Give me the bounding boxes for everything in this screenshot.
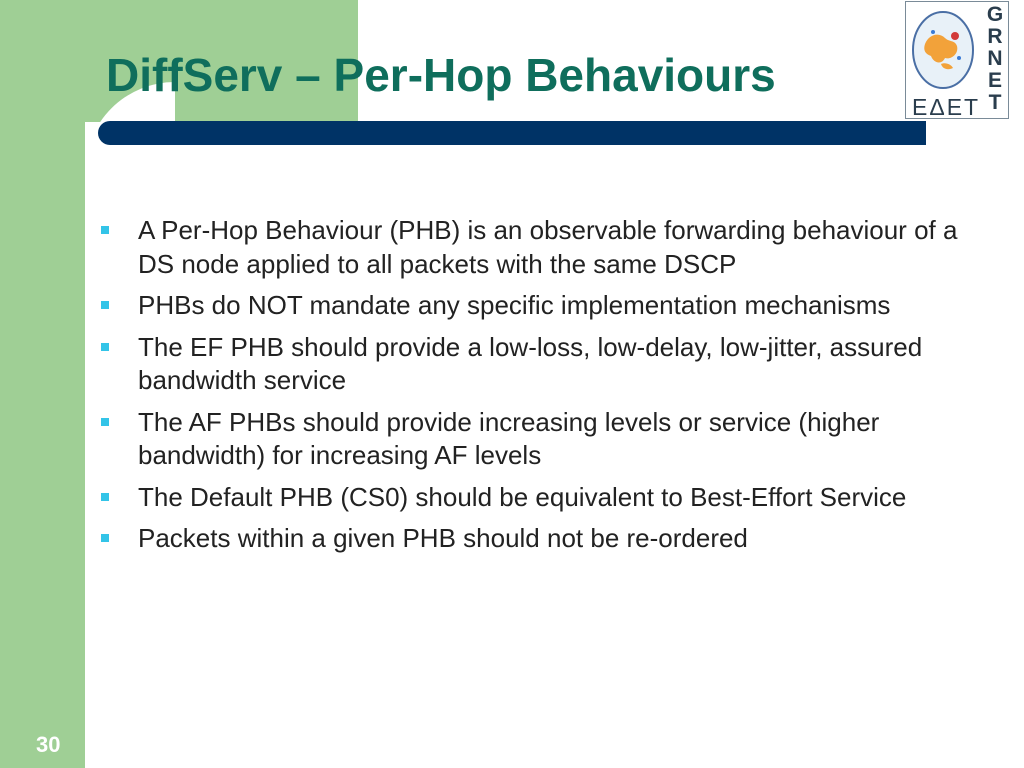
bullet-list xyxy=(100,214,1000,564)
logo-letter: E xyxy=(987,69,1002,92)
bullet-marker-icon xyxy=(101,418,109,426)
bullet-item xyxy=(100,481,1000,515)
slide-title: DiffServ – Per-Hop Behaviours xyxy=(106,49,776,101)
bullet-text: A Per-Hop Behaviour (PHB) is an observable forwarding behaviour of a DS node applied to all packets with the same DSCP xyxy=(138,215,958,279)
left-accent-bar xyxy=(0,0,85,768)
bullet-text: The EF PHB should provide a low-loss, low-delay, low-jitter, assured bandwidth service xyxy=(138,331,923,395)
bullet-item xyxy=(100,289,1000,323)
grnet-logo xyxy=(905,1,1009,119)
bullet-item xyxy=(100,522,1000,556)
logo-greek-text: ΕΔΕΤ xyxy=(912,94,981,120)
bullet-marker-icon xyxy=(101,534,109,542)
logo-letter: T xyxy=(988,91,1002,114)
title-underline-bar xyxy=(98,121,926,145)
grnet-vertical-letters xyxy=(982,4,1008,114)
bullet-text: PHBs do NOT mandate any specific implementation mechanisms xyxy=(138,290,891,320)
bullet-marker-icon xyxy=(101,343,109,351)
bullet-text: The AF PHBs should provide increasing levels or service (higher bandwidth) for increasing AF levels xyxy=(138,406,880,470)
bullet-item xyxy=(100,406,1000,473)
bullet-marker-icon xyxy=(101,301,109,309)
logo-letter: N xyxy=(987,47,1003,70)
page-number: 30 xyxy=(36,732,61,757)
logo-letter: G xyxy=(986,3,1004,26)
grnet-emblem-icon xyxy=(911,10,975,90)
logo-letter: R xyxy=(987,25,1003,48)
bullet-text: The Default PHB (CS0) should be equivalent to Best-Effort Service xyxy=(138,481,907,512)
bullet-item xyxy=(100,331,1000,398)
bullet-text: Packets within a given PHB should not be re-ordered xyxy=(138,523,748,553)
bullet-marker-icon xyxy=(101,226,109,234)
bullet-item xyxy=(100,214,1000,281)
bullet-marker-icon xyxy=(101,493,109,501)
